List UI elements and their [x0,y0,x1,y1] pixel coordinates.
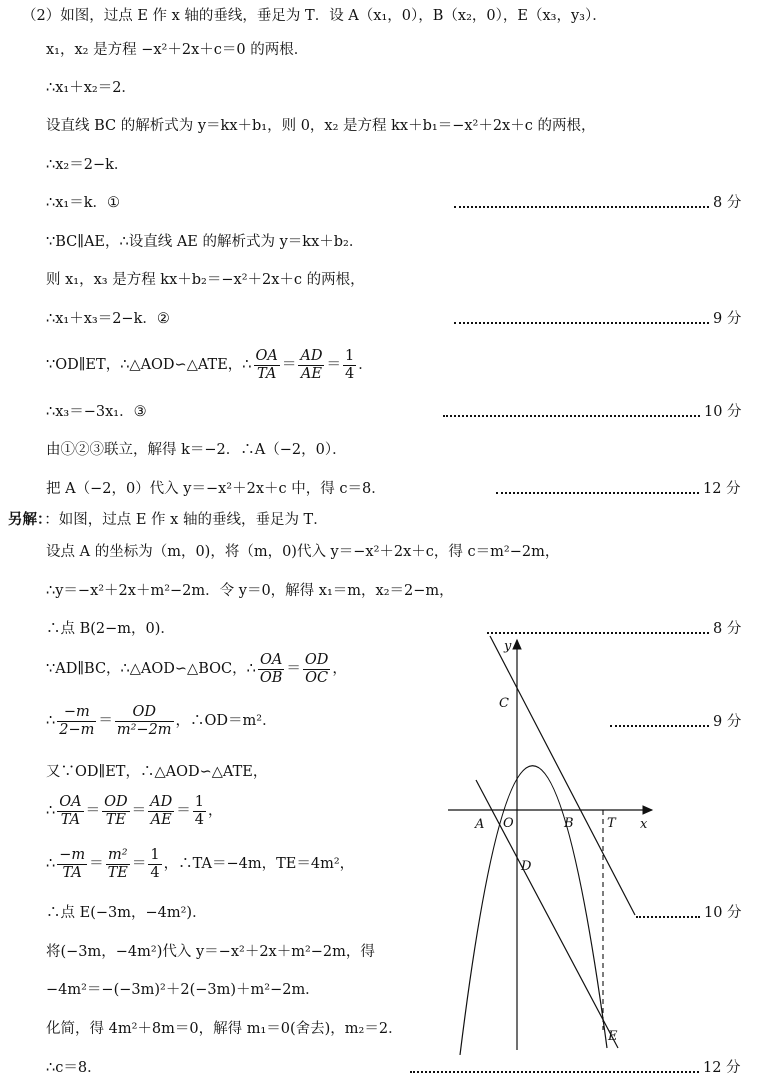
alt-line-7: 又∵OD∥ET，∴△AOD∽△ATE， [46,764,268,780]
alt-line-13: 化简，得 4m²＋8m＝0，解得 m₁＝0(舍去)，m₂＝2． [46,1021,403,1037]
alt-line-10: ∴点 E(−3m，−4m²)． [46,905,207,921]
fraction: $\frac{OD}{TE}$ [104,793,128,828]
alt-line-14: ∴c＝8． [46,1060,102,1076]
fraction: $\frac{\text{m²}}{TE}$ [107,846,128,881]
line-3: ∴x₁＋x₂＝2． [46,80,136,96]
line-6: ∴x₁＝k．① [46,195,121,211]
fraction: $\frac{1}{4}$ [150,846,160,881]
fraction: $\frac{-m}{TA}$ [59,846,86,881]
label-b: B [564,816,574,831]
fraction: $\frac{OA}{OB}$ [259,651,283,686]
fraction: $\frac{AD}{AE}$ [300,347,323,382]
score-8-alt: 8 分 [487,619,741,639]
line-13: 把 A（−2，0）代入 y＝−x²＋2x＋c 中，得 c＝8． [46,481,386,497]
parabola-curve [460,766,607,1055]
label-t: T [607,816,616,831]
score-10: 10 分 [443,402,742,422]
alt-line-5: ∵AD∥BC，∴△AOD∽△BOC，∴ $\frac{OA}{OB}$ ＝ $\frac{OD}{OC}$ ， [46,651,347,686]
line-11: ∴x₃＝−3x₁．③ [46,404,147,420]
label-e: E [608,1029,618,1044]
label-x: x [640,817,648,832]
alt-line-9: ∴ $\frac{-m}{TA}$ ＝ $\frac{\text{m²}}{TE}$ ＝ $\frac{1}{4}$ ，∴TA＝−4m，TE＝4m²， [46,846,355,881]
alt-solution-title: 另解： [8,511,45,528]
line-10: ∵OD∥ET，∴△AOD∽△ATE，∴ $\frac{OA}{TA}$ ＝ $\frac{AD}{AE}$ ＝ $\frac{1}{4}$ ． [46,347,373,382]
alt-line-2: 设点 A 的坐标为（m，0)，将（m，0)代入 y＝−x²＋2x＋c，得 c＝m²−2m， [46,544,560,560]
fraction: $\frac{OA}{TA}$ [255,347,278,382]
line-5: ∴x₂＝2−k． [46,157,129,173]
line-7: ∵BC∥AE，∴设直线 AE 的解析式为 y＝kx＋b₂． [46,234,364,250]
line-9: ∴x₁＋x₃＝2−k．② [46,311,170,327]
fraction: $\frac{1}{4}$ [344,347,355,382]
line-10-text: ∵OD∥ET，∴△AOD∽△ATE，∴ [46,357,252,373]
score-9-alt: 9 分 [610,712,741,732]
fraction: $\frac{OA}{TA}$ [59,793,82,828]
fraction: $\frac{-m}{2-m}$ [59,703,95,738]
alt-line-11: 将(−3m，−4m²)代入 y＝−x²＋2x＋m²−2m，得 [46,944,375,960]
alt-line-8: ∴ $\frac{OA}{TA}$ ＝ $\frac{OD}{TE}$ ＝ $\frac{AD}{AE}$ ＝ $\frac{1}{4}$ ， [46,793,223,828]
score-12: 12 分 [496,479,741,499]
label-a: A [475,817,485,832]
label-y: y [504,639,512,654]
line-1: （2）如图，过点 E 作 x 轴的垂线，垂足为 T．设 A（x₁，0），B（x₂，0），E（x₃，y₃）． [22,8,607,24]
alt-line-4: ∴点 B(2−m，0)． [46,621,175,637]
line-ae [476,780,618,1048]
alt-line-6: ∴ $\frac{-m}{2-m}$ ＝ $\frac{OD}{\text{m²−2m}}$ ，∴OD＝m²． [46,703,277,738]
line-12: 由①②③联立，解得 k＝−2．∴A（−2，0）． [46,442,347,458]
fraction: $\frac{OD}{OC}$ [304,651,329,686]
score-8: 8 分 [454,193,741,213]
fraction: $\frac{AD}{AE}$ [150,793,173,828]
score-10-alt: 10 分 [636,903,742,923]
alt-line-3: ∴y＝−x²＋2x＋m²−2m．令 y＝0，解得 x₁＝m，x₂＝2−m， [46,583,454,599]
label-c: C [499,696,509,711]
label-o: O [503,816,514,831]
alt-solution-heading: 另解：：如图，过点 E 作 x 轴的垂线，垂足为 T． [8,511,328,528]
line-bc [490,636,635,915]
fraction: $\frac{1}{4}$ [194,793,204,828]
label-d: D [521,859,532,874]
alt-line-12: −4m²＝−(−3m)²＋2(−3m)＋m²−2m． [46,982,320,998]
fraction: $\frac{OD}{\text{m²−2m}}$ [116,703,172,738]
line-8: 则 x₁，x₃ 是方程 kx＋b₂＝−x²＋2x＋c 的两根， [46,272,365,288]
parabola-figure [440,630,660,1055]
line-4: 设直线 BC 的解析式为 y＝kx＋b₁，则 0，x₂ 是方程 kx＋b₁＝−x²＋2x＋c 的两根， [46,118,596,134]
score-9: 9 分 [454,309,741,329]
line-2: x₁，x₂ 是方程 −x²＋2x＋c＝0 的两根． [46,42,309,58]
score-12-alt: 12 分 [410,1058,741,1078]
